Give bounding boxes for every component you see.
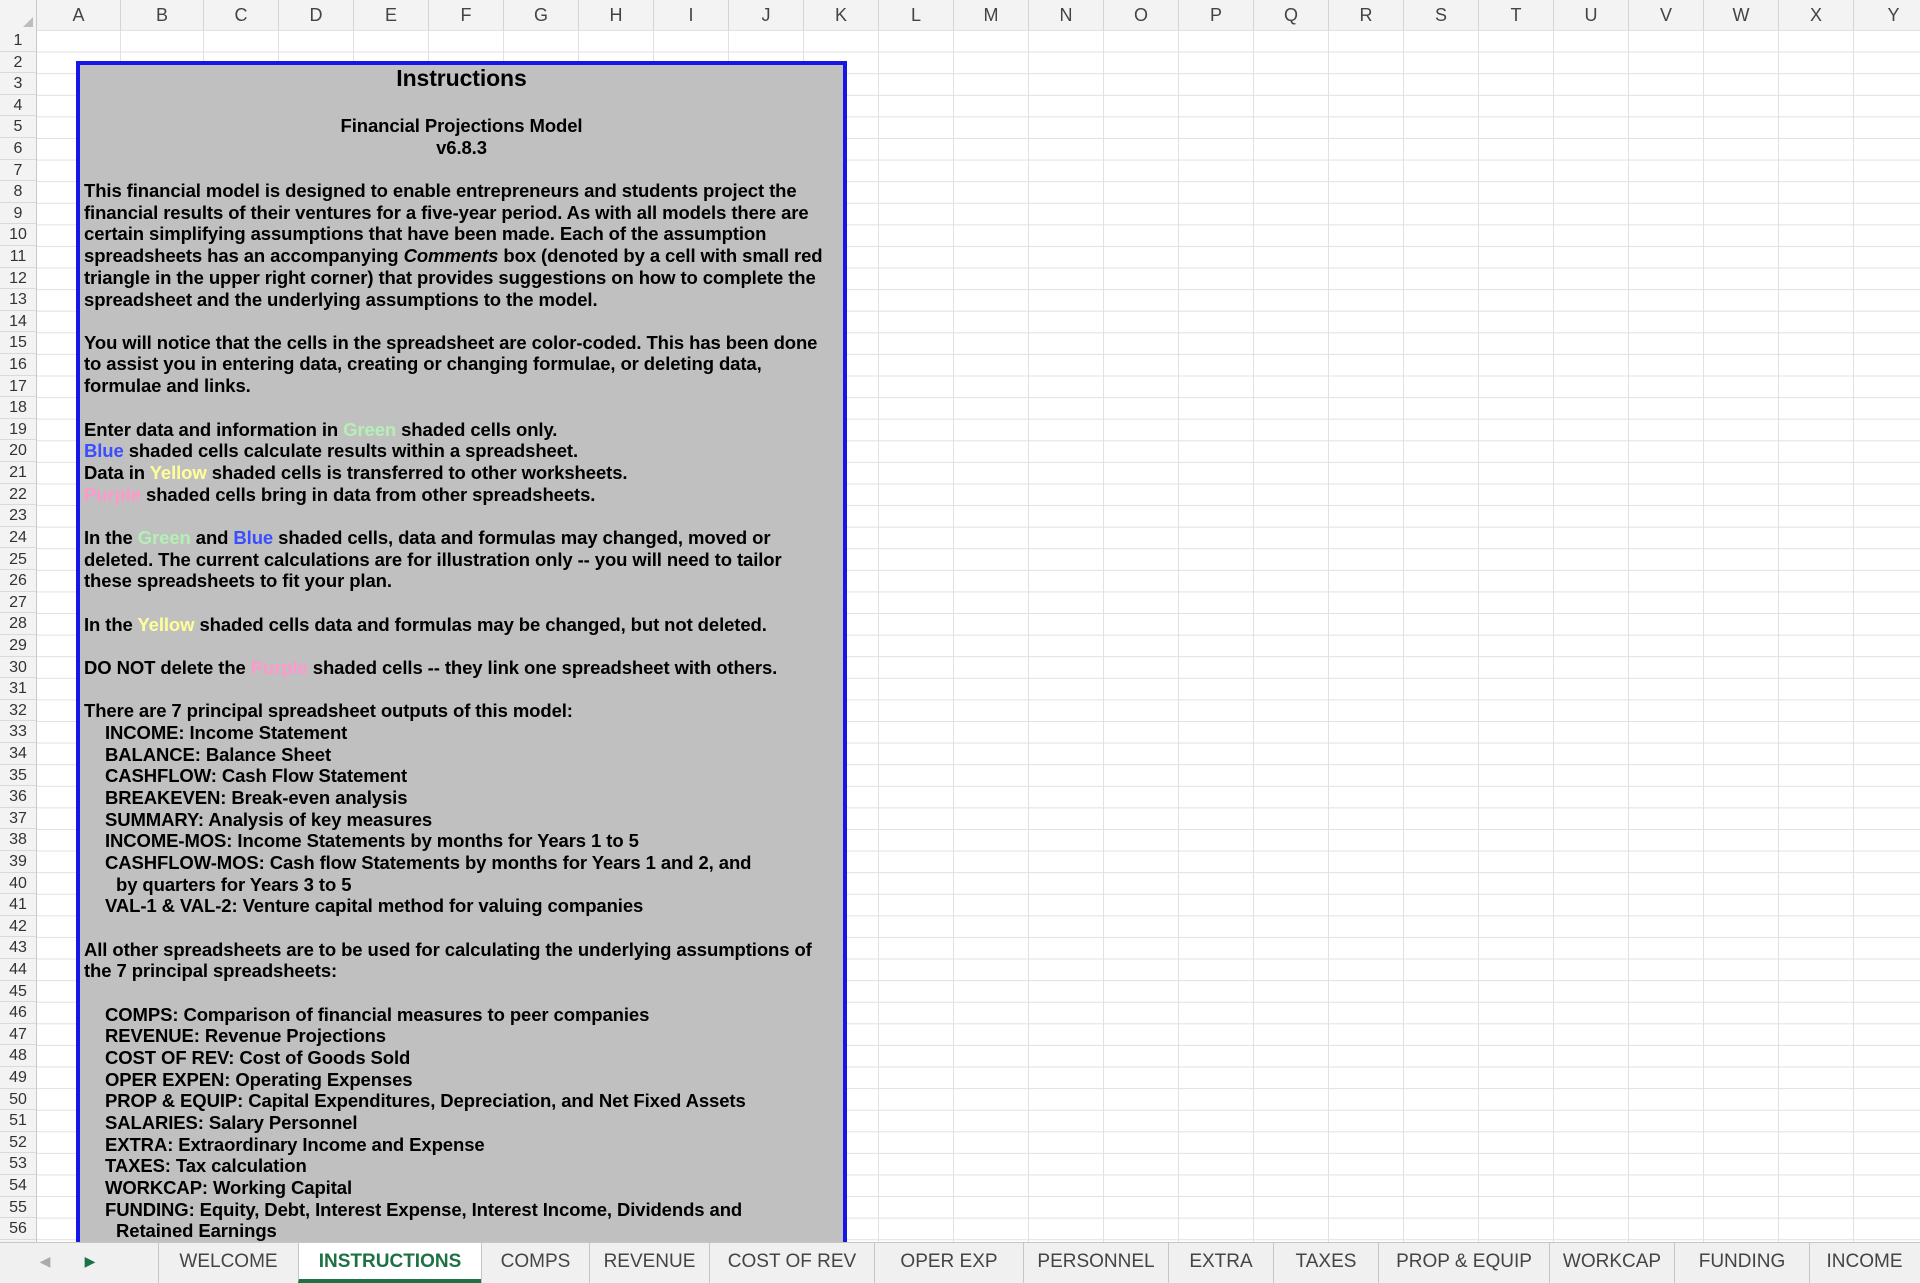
outputs-heading: There are 7 principal spreadsheet outputs of this model: bbox=[84, 700, 573, 721]
row-header-3[interactable]: 3 bbox=[0, 73, 36, 95]
model-version: v6.8.3 bbox=[436, 137, 487, 158]
color-legend-purple: Purple shaded cells bring in data from other spreadsheets. bbox=[84, 484, 596, 505]
column-header-p[interactable]: P bbox=[1179, 0, 1254, 30]
other-heading: All other spreadsheets are to be used for calculating the underlying assumptions of bbox=[84, 939, 812, 960]
row-header-23[interactable]: 23 bbox=[0, 505, 36, 527]
grid-line bbox=[1628, 30, 1629, 1242]
row-header-38[interactable]: 38 bbox=[0, 829, 36, 851]
row-header-33[interactable]: 33 bbox=[0, 721, 36, 743]
row-header-29[interactable]: 29 bbox=[0, 635, 36, 657]
row-header-13[interactable]: 13 bbox=[0, 289, 36, 311]
para5-line: DO NOT delete the Purple shaded cells -- they link one spreadsheet with others. bbox=[84, 657, 778, 678]
assumption-item: FUNDING: Equity, Debt, Interest Expense, Interest Income, Dividends and bbox=[105, 1199, 743, 1220]
row-header-20[interactable]: 20 bbox=[0, 440, 36, 462]
sheet-tab-oper-exp[interactable]: OPER EXP bbox=[874, 1243, 1023, 1283]
output-item: VAL-1 & VAL-2: Venture capital method for valuing companies bbox=[105, 895, 644, 916]
row-header-24[interactable]: 24 bbox=[0, 527, 36, 549]
column-header-q[interactable]: Q bbox=[1254, 0, 1329, 30]
row-header-41[interactable]: 41 bbox=[0, 894, 36, 916]
para1-line: spreadsheets has an accompanying Comments box (denoted by a cell with small red bbox=[84, 245, 823, 266]
row-header-22[interactable]: 22 bbox=[0, 484, 36, 506]
select-all-corner[interactable] bbox=[0, 0, 37, 30]
sheet-tab-cost-of-rev[interactable]: COST OF REV bbox=[709, 1243, 874, 1283]
row-header-53[interactable]: 53 bbox=[0, 1153, 36, 1175]
assumption-item: OPER EXPEN: Operating Expenses bbox=[105, 1069, 413, 1090]
row-header-26[interactable]: 26 bbox=[0, 570, 36, 592]
color-legend-blue: Blue shaded cells calculate results within a spreadsheet. bbox=[84, 440, 579, 461]
sheet-tab-workcap[interactable]: WORKCAP bbox=[1549, 1243, 1674, 1283]
para3-line: deleted. The current calculations are for illustration only -- you will need to tailor bbox=[84, 549, 782, 570]
grid-line bbox=[1403, 30, 1404, 1242]
column-header-a[interactable]: A bbox=[37, 0, 121, 30]
assumption-item: SALARIES: Salary Personnel bbox=[105, 1112, 358, 1133]
sheet-tab-income[interactable]: INCOME bbox=[1809, 1243, 1919, 1283]
grid-line bbox=[1253, 30, 1254, 1242]
sheet-tab-funding[interactable]: FUNDING bbox=[1674, 1243, 1809, 1283]
instructions-title: Instructions bbox=[396, 65, 527, 91]
sheet-tab-prop-equip[interactable]: PROP & EQUIP bbox=[1378, 1243, 1549, 1283]
color-legend-green: Enter data and information in Green shaded cells only. bbox=[84, 419, 558, 440]
row-header-35[interactable]: 35 bbox=[0, 765, 36, 787]
assumption-item: WORKCAP: Working Capital bbox=[105, 1177, 353, 1198]
para1-line: spreadsheet and the underlying assumptions to the model. bbox=[84, 289, 598, 310]
column-header-d[interactable]: D bbox=[279, 0, 354, 30]
assumption-item: COMPS: Comparison of financial measures to peer companies bbox=[105, 1004, 650, 1025]
row-header-37[interactable]: 37 bbox=[0, 808, 36, 830]
row-header-45[interactable]: 45 bbox=[0, 981, 36, 1003]
column-header-k[interactable]: K bbox=[804, 0, 879, 30]
column-header-f[interactable]: F bbox=[429, 0, 504, 30]
sheet-tab-bar bbox=[0, 1242, 1920, 1283]
row-header-31[interactable]: 31 bbox=[0, 678, 36, 700]
column-header-row bbox=[0, 0, 1920, 31]
row-header-11[interactable]: 11 bbox=[0, 246, 36, 268]
grid-line bbox=[1778, 30, 1779, 1242]
row-header-2[interactable]: 2 bbox=[0, 52, 36, 74]
grid-line bbox=[1553, 30, 1554, 1242]
grid-line bbox=[1178, 30, 1179, 1242]
para1-line: certain simplifying assumptions that have been made. Each of the assumption bbox=[84, 223, 767, 244]
row-header-50[interactable]: 50 bbox=[0, 1089, 36, 1111]
row-header-21[interactable]: 21 bbox=[0, 462, 36, 484]
row-header-7[interactable]: 7 bbox=[0, 160, 36, 182]
row-header-55[interactable]: 55 bbox=[0, 1197, 36, 1219]
row-header-28[interactable]: 28 bbox=[0, 613, 36, 635]
para3-line: In the Green and Blue shaded cells, data and formulas may changed, moved or bbox=[84, 527, 771, 548]
row-header-27[interactable]: 27 bbox=[0, 592, 36, 614]
grid-line bbox=[953, 30, 954, 1242]
model-name: Financial Projections Model bbox=[340, 115, 583, 136]
row-header-36[interactable]: 36 bbox=[0, 786, 36, 808]
row-header-column bbox=[0, 30, 37, 1242]
column-header-y[interactable]: Y bbox=[1854, 0, 1920, 30]
row-header-30[interactable]: 30 bbox=[0, 657, 36, 679]
column-header-c[interactable]: C bbox=[204, 0, 279, 30]
sheet-tab-revenue[interactable]: REVENUE bbox=[589, 1243, 709, 1283]
sheet-tab-welcome[interactable]: WELCOME bbox=[158, 1243, 298, 1283]
column-header-s[interactable]: S bbox=[1404, 0, 1479, 30]
output-item: BALANCE: Balance Sheet bbox=[105, 744, 332, 765]
row-header-54[interactable]: 54 bbox=[0, 1175, 36, 1197]
assumption-item: COST OF REV: Cost of Goods Sold bbox=[105, 1047, 411, 1068]
row-header-52[interactable]: 52 bbox=[0, 1132, 36, 1154]
column-header-l[interactable]: L bbox=[879, 0, 954, 30]
row-header-56[interactable]: 56 bbox=[0, 1218, 36, 1240]
row-header-8[interactable]: 8 bbox=[0, 181, 36, 203]
column-header-r[interactable]: R bbox=[1329, 0, 1404, 30]
sheet-tab-personnel[interactable]: PERSONNEL bbox=[1023, 1243, 1168, 1283]
sheet-tab-comps[interactable]: COMPS bbox=[481, 1243, 589, 1283]
row-header-14[interactable]: 14 bbox=[0, 311, 36, 333]
para3-line: these spreadsheets to fit your plan. bbox=[84, 570, 392, 591]
column-header-e[interactable]: E bbox=[354, 0, 429, 30]
column-header-m[interactable]: M bbox=[954, 0, 1029, 30]
sheet-tab-instructions[interactable]: INSTRUCTIONS bbox=[298, 1243, 481, 1283]
row-header-51[interactable]: 51 bbox=[0, 1110, 36, 1132]
assumption-item-continued: Retained Earnings bbox=[116, 1220, 277, 1241]
row-header-18[interactable]: 18 bbox=[0, 397, 36, 419]
para2-line: You will notice that the cells in the spreadsheet are color-coded. This has been done bbox=[84, 332, 818, 353]
column-header-v[interactable]: V bbox=[1629, 0, 1704, 30]
para1-line: triangle in the upper right corner) that provides suggestions on how to complete the bbox=[84, 267, 816, 288]
row-header-10[interactable]: 10 bbox=[0, 224, 36, 246]
row-header-47[interactable]: 47 bbox=[0, 1024, 36, 1046]
para1-line: This financial model is designed to enable entrepreneurs and students project the bbox=[84, 180, 797, 201]
row-header-4[interactable]: 4 bbox=[0, 95, 36, 117]
output-item-continued: by quarters for Years 3 to 5 bbox=[116, 874, 352, 895]
column-header-j[interactable]: J bbox=[729, 0, 804, 30]
sheet-tab-taxes[interactable]: TAXES bbox=[1273, 1243, 1378, 1283]
row-header-49[interactable]: 49 bbox=[0, 1067, 36, 1089]
para2-line: formulae and links. bbox=[84, 375, 251, 396]
row-header-5[interactable]: 5 bbox=[0, 116, 36, 138]
column-header-x[interactable]: X bbox=[1779, 0, 1854, 30]
row-header-48[interactable]: 48 bbox=[0, 1045, 36, 1067]
column-header-n[interactable]: N bbox=[1029, 0, 1104, 30]
sheet-tab-extra[interactable]: EXTRA bbox=[1168, 1243, 1273, 1283]
grid-line bbox=[1103, 30, 1104, 1242]
row-header-9[interactable]: 9 bbox=[0, 203, 36, 225]
assumption-item: REVENUE: Revenue Projections bbox=[105, 1025, 386, 1046]
row-header-15[interactable]: 15 bbox=[0, 332, 36, 354]
row-header-42[interactable]: 42 bbox=[0, 916, 36, 938]
grid-line bbox=[1028, 30, 1029, 1242]
cell-grid[interactable] bbox=[37, 30, 1920, 1242]
color-legend-yellow: Data in Yellow shaded cells is transferred to other worksheets. bbox=[84, 462, 628, 483]
output-item: SUMMARY: Analysis of key measures bbox=[105, 809, 433, 830]
grid-line bbox=[1703, 30, 1704, 1242]
grid-line bbox=[878, 30, 879, 1242]
prev-sheet-icon[interactable]: ◀ bbox=[39, 1253, 51, 1269]
column-header-t[interactable]: T bbox=[1479, 0, 1554, 30]
column-header-g[interactable]: G bbox=[504, 0, 579, 30]
row-header-34[interactable]: 34 bbox=[0, 743, 36, 765]
grid-line bbox=[1478, 30, 1479, 1242]
row-header-17[interactable]: 17 bbox=[0, 376, 36, 398]
para1-line: financial results of their ventures for a five-year period. As with all models there are bbox=[84, 202, 809, 223]
row-header-39[interactable]: 39 bbox=[0, 851, 36, 873]
next-sheet-icon[interactable]: ▶ bbox=[84, 1253, 96, 1269]
row-header-12[interactable]: 12 bbox=[0, 268, 36, 290]
row-header-40[interactable]: 40 bbox=[0, 873, 36, 895]
row-header-44[interactable]: 44 bbox=[0, 959, 36, 981]
other-heading: the 7 principal spreadsheets: bbox=[84, 960, 338, 981]
output-item: BREAKEVEN: Break-even analysis bbox=[105, 787, 408, 808]
grid-line bbox=[1853, 30, 1854, 1242]
comments-word: Comments bbox=[403, 245, 499, 266]
column-header-u[interactable]: U bbox=[1554, 0, 1629, 30]
row-header-6[interactable]: 6 bbox=[0, 138, 36, 160]
row-header-16[interactable]: 16 bbox=[0, 354, 36, 376]
column-header-w[interactable]: W bbox=[1704, 0, 1779, 30]
row-header-25[interactable]: 25 bbox=[0, 549, 36, 571]
column-header-b[interactable]: B bbox=[121, 0, 204, 30]
assumption-item: EXTRA: Extraordinary Income and Expense bbox=[105, 1134, 485, 1155]
assumption-item: PROP & EQUIP: Capital Expenditures, Depreciation, and Net Fixed Assets bbox=[105, 1090, 746, 1111]
para2-line: to assist you in entering data, creating or changing formulae, or deleting data, bbox=[84, 353, 762, 374]
output-item: INCOME: Income Statement bbox=[105, 722, 348, 743]
row-header-43[interactable]: 43 bbox=[0, 937, 36, 959]
para4-line: In the Yellow shaded cells data and formulas may be changed, but not deleted. bbox=[84, 614, 767, 635]
grid-line bbox=[1328, 30, 1329, 1242]
instructions-box[interactable] bbox=[76, 61, 847, 1242]
output-item: CASHFLOW-MOS: Cash flow Statements by months for Years 1 and 2, and bbox=[105, 852, 752, 873]
row-header-32[interactable]: 32 bbox=[0, 700, 36, 722]
row-header-46[interactable]: 46 bbox=[0, 1002, 36, 1024]
output-item: INCOME-MOS: Income Statements by months for Years 1 to 5 bbox=[105, 830, 639, 851]
assumption-item: TAXES: Tax calculation bbox=[105, 1155, 307, 1176]
column-header-h[interactable]: H bbox=[579, 0, 654, 30]
row-header-1[interactable]: 1 bbox=[0, 30, 36, 52]
output-item: CASHFLOW: Cash Flow Statement bbox=[105, 765, 408, 786]
row-header-19[interactable]: 19 bbox=[0, 419, 36, 441]
column-header-o[interactable]: O bbox=[1104, 0, 1179, 30]
column-header-i[interactable]: I bbox=[654, 0, 729, 30]
